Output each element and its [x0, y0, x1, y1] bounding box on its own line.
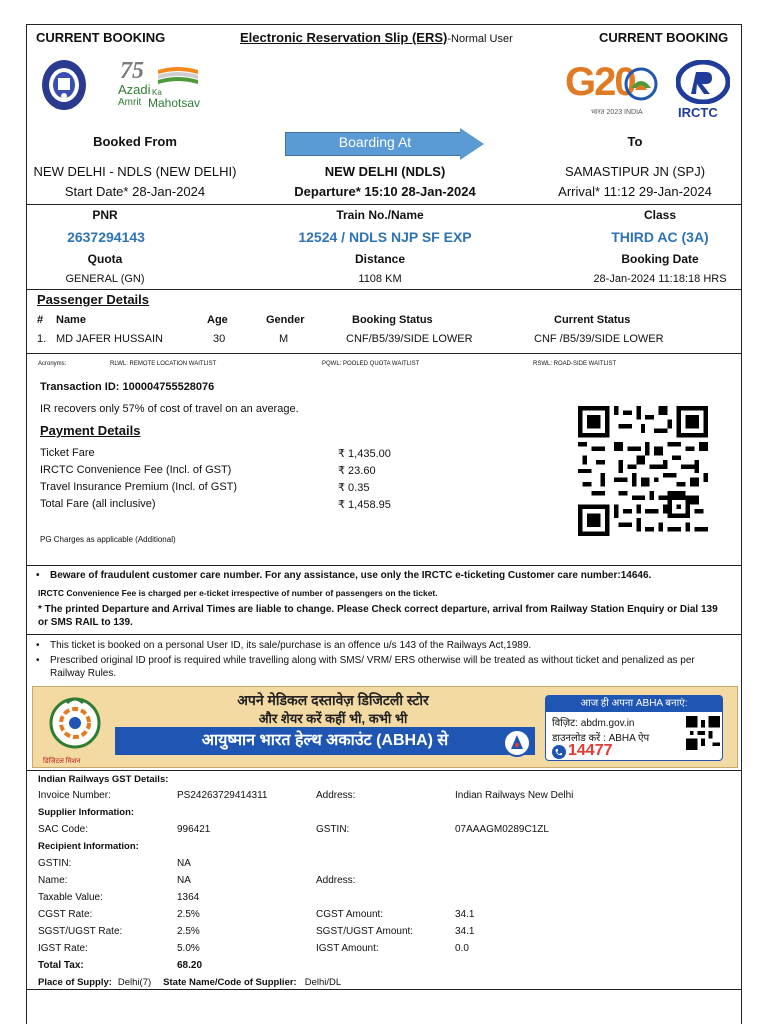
passenger-gender: M — [279, 333, 289, 345]
train-label: Train No./Name — [336, 208, 424, 222]
address-label: Address: — [316, 790, 356, 801]
azadi-logo — [114, 58, 204, 118]
divider — [26, 204, 742, 205]
divider — [26, 770, 742, 771]
acronym-rlwl: RLWL: REMOTE LOCATION WAITLIST — [110, 361, 217, 367]
irctc-text: IRCTC — [678, 105, 718, 120]
current-booking-right: CURRENT BOOKING — [599, 30, 729, 45]
taxable-value: 1364 — [177, 892, 200, 903]
flag-icon — [158, 66, 198, 86]
abha-banner[interactable] — [32, 686, 738, 768]
cgst-amount: 34.1 — [455, 909, 475, 920]
quota-label: Quota — [87, 252, 123, 266]
gst-title: Indian Railways GST Details: — [38, 774, 169, 785]
divider — [26, 353, 742, 354]
banner-line2: और शेयर करें कहीं भी, कभी भी — [258, 711, 408, 726]
total-fare-value: ₹ 1,458.95 — [338, 499, 391, 511]
abha-helpline: 14477 — [568, 742, 613, 759]
quota-value: GENERAL (GN) — [65, 273, 145, 285]
invoice-value: PS24263729414311 — [177, 790, 268, 801]
supplier-title: Supplier Information: — [38, 807, 135, 818]
lotus-globe-icon — [623, 66, 659, 102]
state-value: Delhi/DL — [304, 977, 342, 988]
divider — [26, 289, 742, 290]
passenger-details-title: Passenger Details — [37, 292, 150, 307]
abha-download: डाउनलोड करें : ABHA ऐप — [552, 733, 650, 744]
igst-amount-label: IGST Amount: — [316, 943, 379, 954]
taxable-label: Taxable Value: — [38, 892, 103, 903]
transaction-id: Transaction ID: 100004755528076 — [40, 381, 215, 393]
banner-line1: अपने मेडिकल दस्तावेज़ डिजिटली स्टोर — [237, 692, 429, 708]
booking-date-label: Booking Date — [621, 252, 699, 266]
sgst-amount-label: SGST/UGST Amount: — [316, 926, 414, 937]
abha-info-box — [545, 695, 723, 761]
supplier-gstin: 07AAAGM0289C1ZL — [455, 824, 549, 835]
invoice-label: Invoice Number: — [38, 790, 111, 801]
place-value: Delhi(7) — [117, 977, 152, 988]
from-station: NEW DELHI - NDLS (NEW DELHI) — [33, 164, 237, 179]
ndhm-logo — [45, 695, 105, 759]
passenger-booking-status: CNF/B5/39/SIDE LOWER — [346, 333, 473, 345]
gstin-label: GSTIN: — [316, 824, 350, 835]
total-tax: 68.20 — [177, 960, 203, 971]
cgst-rate: 2.5% — [177, 909, 200, 920]
col-num: # — [37, 314, 44, 326]
recipient-address-label: Address: — [316, 875, 356, 886]
ndhm-caption: डिजिटल मिशन — [43, 758, 81, 765]
sgst-amount: 34.1 — [455, 926, 475, 937]
total-fare-label: Total Fare (all inclusive) — [40, 498, 156, 510]
abha-visit: विज़िट: abdm.gov.in — [552, 718, 635, 729]
azadi-ka: Ka — [152, 88, 162, 97]
col-booking-status: Booking Status — [352, 314, 433, 326]
to-station: SAMASTIPUR JN (SPJ) — [564, 164, 706, 179]
passenger-age: 30 — [213, 333, 226, 345]
boarding-label: Boarding At — [338, 134, 412, 150]
ers-title-line — [240, 30, 513, 45]
col-age: Age — [207, 314, 228, 326]
name-label: Name: — [38, 875, 68, 886]
col-name: Name — [56, 314, 86, 326]
sgst-rate-label: SGST/UGST Rate: — [38, 926, 123, 937]
cgst-rate-label: CGST Rate: — [38, 909, 93, 920]
pnr-label: PNR — [92, 208, 118, 222]
sac-value: 996421 — [177, 824, 211, 835]
booking-date-value: 28-Jan-2024 11:18:18 HRS — [593, 273, 727, 285]
passenger-num: 1. — [37, 333, 47, 345]
azadi-75: 75 — [120, 58, 144, 84]
recipient-name: NA — [177, 875, 191, 886]
abha-qr-code — [686, 716, 720, 750]
passenger-current-status: CNF /B5/39/SIDE LOWER — [534, 333, 664, 345]
supplier-address: Indian Railways New Delhi — [455, 790, 574, 801]
g20-text: G20 — [565, 60, 635, 104]
banner-main: आयुष्मान भारत हेल्थ अकाउंट (ABHA) से — [115, 727, 535, 755]
irctc-emblem-icon — [676, 60, 730, 104]
acronym-rswl: RSWL: ROAD-SIDE WAITLIST — [533, 361, 617, 367]
fare-label: Ticket Fare — [40, 447, 95, 459]
convenience-fee-value: ₹ 23.60 — [338, 465, 376, 477]
pnr-value: 2637294143 — [67, 229, 145, 245]
distance-label: Distance — [354, 252, 406, 266]
notice-fraud-text: Beware of fraudulent customer care number. For any assistance, use only the IRCTC e-ticketing Customer care number:14646. — [50, 570, 652, 581]
divider — [26, 989, 742, 990]
notice-convenience: IRCTC Convenience Fee is charged per e-ticket irrespective of number of passengers on the ticket. — [38, 588, 438, 598]
gst-details — [38, 772, 738, 991]
class-value: THIRD AC (3A) — [611, 229, 709, 245]
payment-details-title: Payment Details — [40, 423, 141, 438]
divider — [26, 634, 742, 635]
class-label: Class — [643, 208, 677, 222]
distance-value: 1108 KM — [358, 273, 402, 285]
notice-id-proof-text: Prescribed original ID proof is required while travelling along with SMS/ VRM/ ERS otherwise will be treated as without ticket and penalized as per Railway Rules. — [50, 655, 695, 679]
cgst-amount-label: CGST Amount: — [316, 909, 384, 920]
boarding-arrow — [285, 128, 485, 160]
azadi-line2: Amrit — [118, 97, 142, 108]
train-value: 12524 / NDLS NJP SF EXP — [298, 229, 472, 245]
notice-personal-id-text: This ticket is booked on a personal User ID, its sale/purchase is an offence u/s 143 of the Railways Act,1989. — [50, 640, 532, 651]
convenience-fee-label: IRCTC Convenience Fee (Incl. of GST) — [40, 464, 232, 476]
ers-title: Electronic Reservation Slip (ERS) — [240, 30, 448, 45]
col-current-status: Current Status — [554, 314, 631, 326]
igst-rate-label: IGST Rate: — [38, 943, 88, 954]
indian-railways-logo — [40, 58, 88, 112]
ers-suffix: -Normal User — [447, 33, 513, 45]
recipient-gstin: NA — [177, 858, 191, 869]
place-label: Place of Supply: — [38, 977, 112, 988]
acronym-pqwl: PQWL: POOLED QUOTA WAITLIST — [322, 361, 420, 367]
fare-value: ₹ 1,435.00 — [338, 448, 391, 460]
start-date: Start Date* 28-Jan-2024 — [64, 184, 206, 199]
arrival-time: Arrival* 11:12 29-Jan-2024 — [558, 184, 712, 199]
divider — [26, 565, 742, 566]
total-tax-label: Total Tax: — [38, 960, 84, 971]
igst-amount: 0.0 — [455, 943, 469, 954]
boarding-station: NEW DELHI (NDLS) — [324, 164, 446, 179]
recipient-title: Recipient Information: — [38, 841, 139, 852]
g20-logo — [563, 58, 663, 120]
abha-head: आज ही अपना ABHA बनाएं: — [546, 696, 722, 712]
irctc-logo — [670, 60, 736, 122]
notice-times: * The printed Departure and Arrival Times are liable to change. Please Check correct departure, arrival from Railway Station Enquiry or Dial 139 or SMS RAIL to 139. — [38, 604, 718, 628]
acronyms-label: Acronyms: — [38, 361, 67, 367]
pg-note: PG Charges as applicable (Additional) — [40, 535, 176, 544]
igst-rate: 5.0% — [177, 943, 200, 954]
abha-app-icon — [503, 729, 531, 757]
notice-personal-id: • This ticket is booked on a personal User ID, its sale/purchase is an offence u/s 143 of the Railways Act,1989. — [36, 640, 532, 651]
ir-note: IR recovers only 57% of cost of travel on an average. — [40, 403, 299, 415]
azadi-line3: Mahotsav — [148, 96, 201, 110]
qr-code — [574, 406, 712, 536]
insurance-label: Travel Insurance Premium (Incl. of GST) — [40, 481, 238, 493]
col-gender: Gender — [266, 314, 305, 326]
recipient-gstin-label: GSTIN: — [38, 858, 72, 869]
state-label: State Name/Code of Supplier: — [163, 977, 297, 988]
g20-caption: भारत 2023 INDIA — [591, 109, 643, 116]
notice-fraud: • Beware of fraudulent customer care number. For any assistance, use only the IRCTC e-ticketing Customer care number:14646. — [36, 570, 652, 581]
departure-time: Departure* 15:10 28-Jan-2024 — [294, 184, 476, 199]
booked-from-label: Booked From — [93, 134, 177, 149]
sac-label: SAC Code: — [38, 824, 89, 835]
sgst-rate: 2.5% — [177, 926, 200, 937]
phone-icon — [552, 745, 566, 759]
insurance-value: ₹ 0.35 — [338, 482, 370, 494]
current-booking-left: CURRENT BOOKING — [36, 30, 166, 45]
passenger-name: MD JAFER HUSSAIN — [56, 333, 163, 345]
azadi-line1: Azadi — [118, 82, 151, 97]
notice-id-proof: • Prescribed original ID proof is required while travelling along with SMS/ VRM/ ERS otherwise will be treated as without ticket and penalized as per Railway Rules. — [36, 654, 726, 680]
to-label: To — [627, 134, 643, 149]
